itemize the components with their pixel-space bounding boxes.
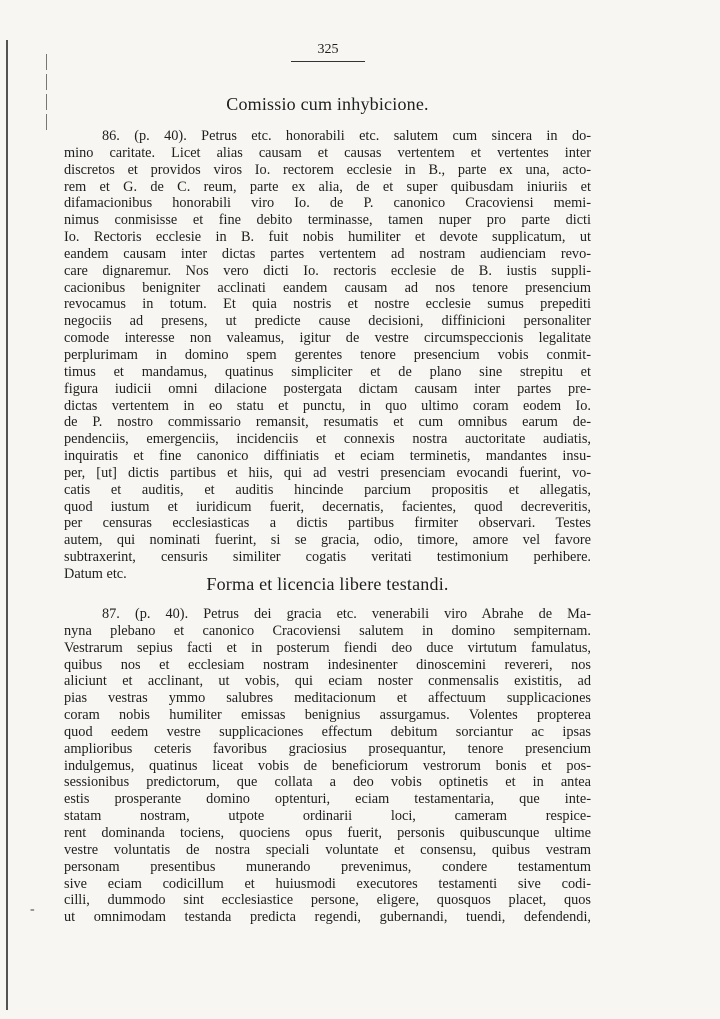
text-line: aliciunt et acclinant, ut vobis, qui eciam noster conmensalis existitis, ad	[64, 673, 591, 690]
text-line: sessionibus predictorum, que collata a deo vobis optinetis et in antea	[64, 774, 591, 791]
text-line: quod eedem vestre supplicaciones effectum debitum sorciantur ac ipsas	[64, 723, 591, 740]
text-line: 86. (p. 40). Petrus etc. honorabili etc. salutem cum sincera in do-	[102, 128, 591, 144]
text-line: nyna plebano et canonico Cracoviensi salutem in domino sempiternam.	[64, 622, 591, 639]
text-line: comode interesse non valeamus, igitur de vestre circumspeccionis legalitate	[64, 330, 591, 347]
text-line: inquiratis et fine canonico diffiniatis et eciam terminetis, mandantes insu-	[64, 448, 591, 465]
text-line: 87. (p. 40). Petrus dei gracia etc. venerabili viro Abrahe de Ma-	[102, 606, 591, 622]
text-line: Io. Rectoris ecclesie in B. fuit nobis humiliter et devote supplicatum, ut	[64, 229, 591, 246]
document-paragraph	[64, 128, 591, 583]
text-line: de P. nostro commissario remansit, resumatis et cum omnibus earum de-	[64, 414, 591, 431]
text-line: nimus conmisisse et fine debito terminasse, tamen nuper pro parte dicti	[64, 212, 591, 229]
text-line: per, [ut] dictis partibus et hiis, qui ad vestri presenciam evocandi fuerint, vo-	[64, 464, 591, 481]
text-line: sive eciam codicillum et huiusmodi executores testamenti sive codi-	[64, 875, 591, 892]
text-line: pendenciis, emergenciis, incidenciis et connexis nostra auctoritate audiatis,	[64, 431, 591, 448]
text-line: statam nostram, utpote ordinarii loci, cameram respice-	[64, 808, 591, 825]
text-line: subtraxerint, censuris similiter cogatis veritati testimonium perhibere.	[64, 549, 591, 566]
text-line: cacionibus benigniter acclinati eandem causam ad nos tenore presencium	[64, 279, 591, 296]
text-line: negociis ad presens, ut predicte cause decisioni, diffinicioni personaliter	[64, 313, 591, 330]
text-line: cilli, dummodo sint ecclesiastice persone, eligere, quosquos placet, quos	[64, 892, 591, 909]
text-line: estis prosperante domino optenturi, eciam testamentaria, que inte-	[64, 791, 591, 808]
text-line: per censuras ecclesiasticas a dictis partibus firmiter observari. Testes	[64, 515, 591, 532]
document-paragraph	[64, 606, 591, 926]
text-line: quod iustum et iuridicum fuerit, decernatis, facientes, quod decreveritis,	[64, 498, 591, 515]
text-line: vestre voluntatis de nostra speciali voluntate et consensu, quibus vestram	[64, 841, 591, 858]
text-line: Vestrarum sepius facti et in posterum fiendi deo duce virtutum famulatus,	[64, 639, 591, 656]
text-line: mino caritate. Licet alias causam et causas vertentem et vertentes inter	[64, 144, 591, 161]
text-line: figura iudicii omni dilacione postergata dictam causam inter partes pre-	[64, 380, 591, 397]
section-heading: Forma et licencia libere testandi.	[206, 574, 449, 594]
text-line: ut omnimodam testanda predicta regendi, gubernandi, tuendi, defendendi,	[64, 909, 591, 926]
text-line: coram nobis humiliter emissas benignius assurgamus. Volentes propterea	[64, 707, 591, 724]
text-line: indulgemus, quatinus liceat vobis de beneficiorum vestrorum bonis et pos-	[64, 757, 591, 774]
gutter-marks	[40, 50, 54, 160]
text-line: care dignaremur. Nos vero dicti Io. rectoris ecclesie de B. iustis suppli-	[64, 262, 591, 279]
text-line: difamacionibus honorabili viro Io. de P. canonico Cracoviensi memi-	[64, 195, 591, 212]
text-line: perplurimam in domino spem gerentes tenore presencium vobis conmit-	[64, 346, 591, 363]
text-line: Datum etc.	[64, 565, 127, 582]
text-line: dictas vertentem in eo statu et punctu, in quo ultimo coram eodem Io.	[64, 397, 591, 414]
page-number: 325	[291, 42, 365, 62]
text-line: catis et auditis, et auditis hincinde parcium propositis et allegatis,	[64, 481, 591, 498]
text-line: eandem causam inter dictas partes vertentem ad nostram audienciam revo-	[64, 245, 591, 262]
text-line: amplioribus ceteris favoribus graciosius prosequantur, tenore presencium	[64, 740, 591, 757]
text-line: rent dominanda tociens, quociens opus fuerit, personis quibuscunque ultime	[64, 824, 591, 841]
text-line: discretos et providos viros Io. rectorem ecclesie in B., parte ex una, acto-	[64, 161, 591, 178]
text-line: revocamus in totum. Et quia nostris et nostre ecclesie sumus prepediti	[64, 296, 591, 313]
margin-mark: -	[30, 902, 35, 917]
section-heading: Comissio cum inhybicione.	[226, 94, 429, 114]
text-line: personam presentibus munerando prevenimus, condere testamentum	[64, 858, 591, 875]
text-line: rem et G. de C. reum, parte ex alia, de et super quibusdam iniuriis et	[64, 178, 591, 195]
binding-edge-line	[6, 40, 8, 1010]
text-line: quibus nos et ecclesiam nostram indesinenter dinoscemini revereri, nos	[64, 656, 591, 673]
text-line: autem, qui nominati fuerint, si se gracia, odio, timore, amore vel favore	[64, 532, 591, 549]
text-line: pias vestras ymmo salubres meditacionum et affectuum supplicaciones	[64, 690, 591, 707]
text-line: timus et mandamus, quatinus simpliciter et de plano sine strepitu et	[64, 363, 591, 380]
